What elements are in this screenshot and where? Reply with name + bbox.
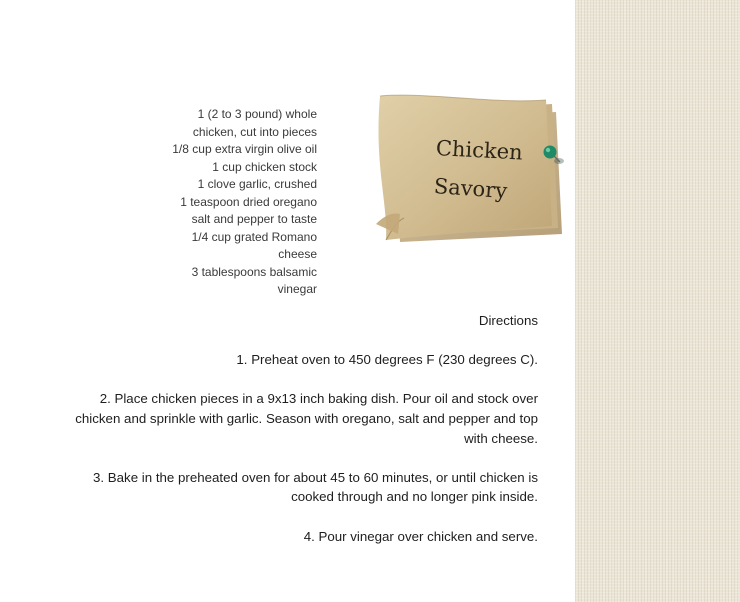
direction-step: 3. Bake in the preheated oven for about 45 to 60 minutes, or until chicken is cooked through and no longer pink inside. (93, 469, 538, 505)
recipe-title-card (370, 84, 570, 249)
ingredient-line: 1 teaspoon dried oregano (180, 194, 317, 209)
ingredient-line: salt and pepper to taste (191, 212, 317, 226)
direction-step: 4. Pour vinegar over chicken and serve. (303, 528, 538, 544)
linen-texture-panel (575, 0, 740, 602)
ingredient-line: 1/4 cup grated Romano (191, 229, 317, 244)
direction-step: 1. Preheat oven to 450 degrees F (230 degrees C). (236, 352, 538, 368)
ingredient-line: vinegar (277, 282, 317, 296)
ingredient-line: chicken, cut into pieces (192, 124, 317, 139)
card-title (370, 84, 570, 249)
direction-step: 2. Place chicken pieces in a 9x13 inch baking dish. Pour oil and stock over chicken and sprinkle with garlic. Season with oregano, salt and pepper and top with cheese. (75, 391, 538, 446)
card-title-line-1: Chicken (435, 136, 524, 165)
ingredient-line: 1 clove garlic, crushed (197, 177, 317, 191)
ingredient-line: cheese (278, 247, 317, 261)
directions-heading: Directions (478, 313, 538, 328)
ingredient-line: 1/8 cup extra virgin olive oil (172, 142, 317, 156)
ingredient-list (150, 106, 317, 299)
ingredient-line: 1 (2 to 3 pound) whole (197, 107, 317, 121)
directions-section (60, 311, 538, 566)
card-title-line-2: Savory (433, 174, 508, 204)
ingredient-line: 3 tablespoons balsamic (191, 264, 317, 279)
ingredient-line: 1 cup chicken stock (212, 159, 317, 174)
